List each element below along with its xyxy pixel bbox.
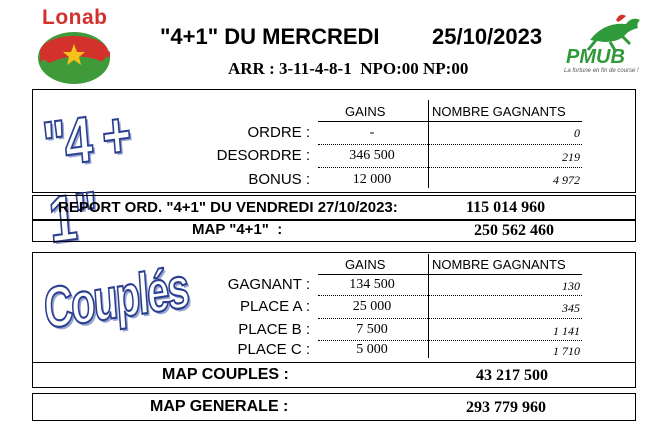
row-place-b-winners: 1 141 <box>553 324 580 338</box>
map-couples-value: 43 217 500 <box>476 367 548 384</box>
row-place-a-winners: 345 <box>562 301 580 315</box>
row-ordre-label: ORDRE : <box>247 124 310 141</box>
report-value: 115 014 960 <box>466 199 546 216</box>
page-title: "4+1" DU MERCREDI <box>160 24 380 49</box>
row-place-c-label: PLACE C : <box>237 341 310 358</box>
row-place-b-label: PLACE B : <box>238 321 310 338</box>
row-gagnant-label: GAGNANT : <box>227 276 310 293</box>
row-bonus-gain: 12 000 <box>352 172 392 187</box>
map-general-value: 293 779 960 <box>466 399 546 416</box>
map-four-plus-one-value: 250 562 460 <box>474 222 554 239</box>
pmub-slogan: La fortune en fin de course ! <box>564 68 639 74</box>
row-ordre-gain: - <box>369 125 375 140</box>
four-plus-one-winners-header: NOMBRE GAGNANTS <box>432 104 566 119</box>
row-gagnant-gain: 134 500 <box>349 277 395 292</box>
report-label: REPORT ORD. "4+1" DU VENDREDI 27/10/2023: <box>58 199 398 216</box>
couples-emblem: Couplés <box>42 256 190 342</box>
couples-gains-header: GAINS <box>345 257 386 272</box>
row-desordre-winners: 219 <box>562 150 580 164</box>
lonab-logo <box>34 8 124 86</box>
row-place-a-label: PLACE A : <box>239 298 310 315</box>
row-place-a-gain: 25 000 <box>352 299 392 314</box>
couples-winners-header: NOMBRE GAGNANTS <box>432 257 566 272</box>
row-bonus-winners: 4 972 <box>553 173 580 187</box>
row-place-c-gain: 5 000 <box>356 342 388 357</box>
four-plus-one-gains-header: GAINS <box>345 104 386 119</box>
draw-date: 25/10/2023 <box>432 24 543 49</box>
row-desordre-label: DESORDRE : <box>216 147 310 164</box>
row-bonus-label: BONUS : <box>248 171 310 188</box>
four-plus-one-emblem: "4 + 1" <box>40 97 133 257</box>
row-place-c-winners: 1 710 <box>553 344 580 358</box>
row-desordre-gain: 346 500 <box>349 148 395 163</box>
row-place-b-gain: 7 500 <box>356 322 388 337</box>
pmub-logo <box>560 10 660 76</box>
lonab-logo-text: Lonab <box>42 6 108 29</box>
row-gagnant-winners: 130 <box>562 279 580 293</box>
map-couples-label: MAP COUPLES : <box>162 366 289 383</box>
row-ordre-winners: 0 <box>574 126 580 140</box>
map-four-plus-one-label: MAP "4+1" : <box>192 221 283 238</box>
arrival-line: ARR : 3-11-4-8-1 NPO:00 NP:00 <box>228 59 469 78</box>
map-general-label: MAP GENERALE : <box>150 398 289 415</box>
pmub-logo-text: PMUB <box>566 46 625 68</box>
